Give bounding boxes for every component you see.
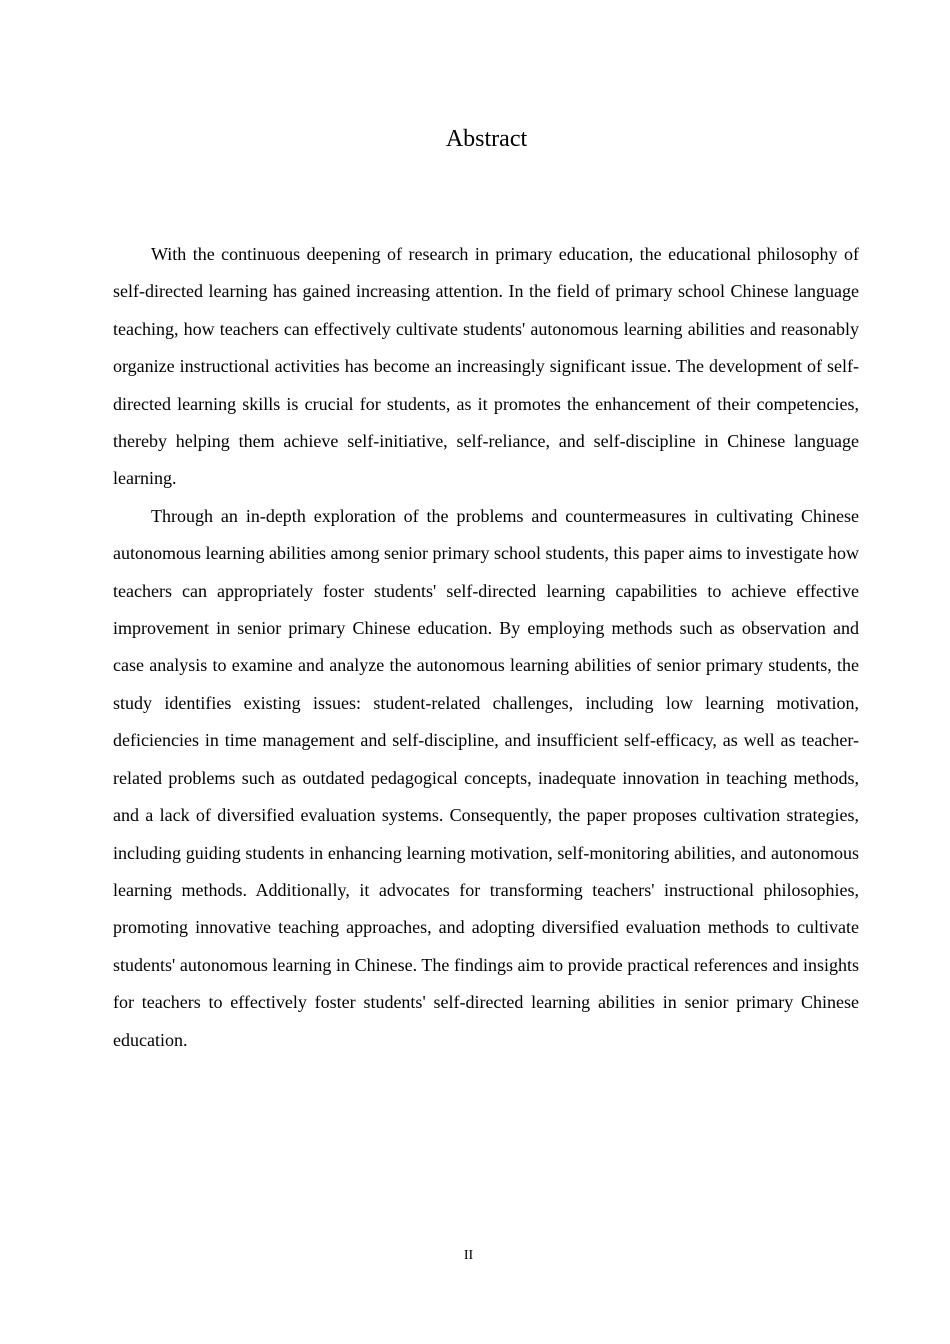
abstract-paragraph-2: Through an in-depth exploration of the problems and countermeasures in cultivating Chinese autonomous learning abilities among senior primary school students, this paper aims to investigate how teachers can appropriately foster students' self-directed learning capabilities to achieve effective improvement in senior primary Chinese education. By employing methods such as observation and case analysis to examine and analyze the autonomous learning abilities of senior primary students, the study identifies existing issues: student-related challenges, including low learning motivation, deficiencies in time management and self-discipline, and insufficient self-efficacy, as well as teacher-related problems such as outdated pedagogical concepts, inadequate innovation in teaching methods, and a lack of diversified evaluation systems. Consequently, the paper proposes cultivation strategies, including guiding students in enhancing learning motivation, self-monitoring abilities, and autonomous learning methods. Additionally, it advocates for transforming teachers' instructional philosophies, promoting innovative teaching approaches, and adopting diversified evaluation methods to cultivate students' autonomous learning in Chinese. The findings aim to provide practical references and insights for teachers to effectively foster students' self-directed learning abilities in senior primary Chinese education. xyxy=(113,505,859,1050)
page-number: II xyxy=(463,1248,474,1263)
abstract-paragraph-1: With the continuous deepening of research in primary education, the educational philosophy of self-directed learning has gained increasing attention. In the field of primary school Chinese language teaching, how teachers can effectively cultivate students' autonomous learning abilities and reasonably organize instructional activities has become an increasingly significant issue. The development of self-directed learning skills is crucial for students, as it promotes the enhancement of their competencies, thereby helping them achieve self-initiative, self-reliance, and self-discipline in Chinese language learning. xyxy=(113,244,859,489)
abstract-body xyxy=(113,236,859,1059)
page-title: Abstract xyxy=(445,126,528,152)
